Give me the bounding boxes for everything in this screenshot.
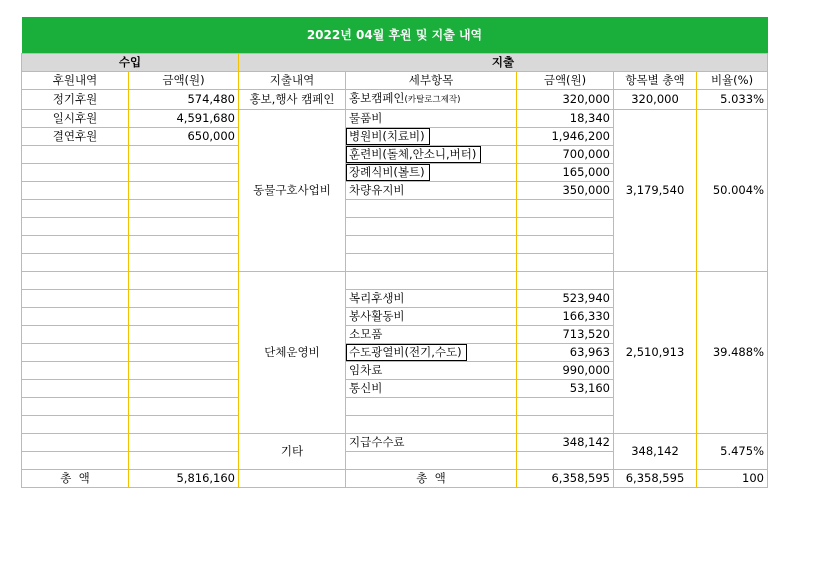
empty-cell[interactable] [239, 470, 346, 488]
empty-cell[interactable] [517, 236, 614, 254]
header-expense-type: 지출내역 [239, 72, 346, 90]
detail-amount-supplies[interactable]: 18,340 [517, 110, 614, 128]
detail-amount-telecom[interactable]: 53,160 [517, 380, 614, 398]
detail-label: 홍보캠페인 [349, 91, 405, 105]
empty-cell[interactable] [346, 452, 517, 470]
header-income-amount: 금액(원) [129, 72, 239, 90]
empty-cell[interactable] [22, 290, 129, 308]
empty-cell[interactable] [22, 326, 129, 344]
empty-cell[interactable] [129, 272, 239, 290]
empty-cell[interactable] [22, 200, 129, 218]
group-total-promo[interactable]: 320,000 [614, 90, 697, 110]
empty-cell[interactable] [517, 254, 614, 272]
detail-amount-utilities[interactable]: 63,963 [517, 344, 614, 362]
empty-cell[interactable] [129, 182, 239, 200]
header-item-total: 항목별 총액 [614, 72, 697, 90]
group-total-etc[interactable]: 348,142 [614, 434, 697, 470]
detail-label: 훈련비(돌체,안소니,버터) [346, 146, 481, 163]
group-label-animal[interactable]: 동물구호사업비 [239, 110, 346, 272]
empty-cell[interactable] [517, 218, 614, 236]
detail-label: 수도광열비(전기,수도) [346, 344, 467, 361]
empty-cell[interactable] [22, 272, 129, 290]
empty-cell[interactable] [22, 308, 129, 326]
detail-welfare[interactable]: 복리후생비 [346, 290, 517, 308]
detail-label: 장례식비(볼트) [346, 164, 430, 181]
income-total-label[interactable]: 총 액 [22, 470, 129, 488]
detail-volunteer[interactable]: 봉사활동비 [346, 308, 517, 326]
empty-cell[interactable] [22, 146, 129, 164]
empty-cell[interactable] [517, 398, 614, 416]
empty-cell[interactable] [22, 218, 129, 236]
income-amount-onetime[interactable]: 4,591,680 [129, 110, 239, 128]
detail-fees[interactable]: 지급수수료 [346, 434, 517, 452]
empty-cell[interactable] [22, 452, 129, 470]
income-label-regular[interactable]: 정기후원 [22, 90, 129, 110]
detail-rent[interactable]: 임차료 [346, 362, 517, 380]
empty-cell[interactable] [129, 434, 239, 452]
empty-cell[interactable] [22, 182, 129, 200]
empty-cell[interactable] [517, 272, 614, 290]
sheet-title: 2022년 04월 후원 및 지출 내역 [22, 17, 768, 54]
empty-cell[interactable] [22, 380, 129, 398]
header-detail-item: 세부항목 [346, 72, 517, 90]
income-amount-regular[interactable]: 574,480 [129, 90, 239, 110]
empty-cell[interactable] [346, 272, 517, 290]
empty-cell[interactable] [22, 164, 129, 182]
group-label-etc[interactable]: 기타 [239, 434, 346, 470]
ratio-total[interactable]: 100 [697, 470, 768, 488]
detail-amount-training[interactable]: 700,000 [517, 146, 614, 164]
group-ratio-etc[interactable]: 5.475% [697, 434, 768, 470]
empty-cell[interactable] [517, 452, 614, 470]
detail-amount-rent[interactable]: 990,000 [517, 362, 614, 380]
empty-cell[interactable] [129, 200, 239, 218]
income-amount-sponsorship[interactable]: 650,000 [129, 128, 239, 146]
detail-amount-welfare[interactable]: 523,940 [517, 290, 614, 308]
detail-amount-funeral[interactable]: 165,000 [517, 164, 614, 182]
detail-telecom[interactable]: 통신비 [346, 380, 517, 398]
income-section-header: 수입 [22, 54, 239, 72]
empty-cell[interactable] [346, 236, 517, 254]
empty-cell[interactable] [129, 290, 239, 308]
empty-cell[interactable] [129, 416, 239, 434]
detail-label: 병원비(치료비) [346, 128, 430, 145]
group-total-org[interactable]: 2,510,913 [614, 272, 697, 434]
detail-utilities[interactable] [346, 344, 517, 362]
detail-funeral[interactable] [346, 164, 517, 182]
empty-cell[interactable] [346, 218, 517, 236]
empty-cell[interactable] [22, 254, 129, 272]
donation-expense-table [21, 17, 768, 488]
detail-hospital[interactable] [346, 128, 517, 146]
expense-total-sum[interactable]: 6,358,595 [614, 470, 697, 488]
income-label-onetime[interactable]: 일시후원 [22, 110, 129, 128]
expense-total-label[interactable]: 총 액 [346, 470, 517, 488]
empty-cell[interactable] [346, 398, 517, 416]
group-ratio-org[interactable]: 39.488% [697, 272, 768, 434]
income-total-value[interactable]: 5,816,160 [129, 470, 239, 488]
empty-cell[interactable] [22, 344, 129, 362]
empty-cell[interactable] [129, 380, 239, 398]
empty-cell[interactable] [22, 416, 129, 434]
empty-cell[interactable] [129, 308, 239, 326]
empty-cell[interactable] [129, 218, 239, 236]
detail-supplies[interactable]: 물품비 [346, 110, 517, 128]
group-ratio-animal[interactable]: 50.004% [697, 110, 768, 272]
empty-cell[interactable] [346, 254, 517, 272]
income-label-sponsorship[interactable]: 결연후원 [22, 128, 129, 146]
detail-amount-vehicle[interactable]: 350,000 [517, 182, 614, 200]
empty-cell[interactable] [22, 398, 129, 416]
detail-training[interactable] [346, 146, 517, 164]
group-label-promo[interactable]: 홍보,행사 캠페인 [239, 90, 346, 110]
empty-cell[interactable] [346, 416, 517, 434]
empty-cell[interactable] [129, 254, 239, 272]
donation-spreadsheet [21, 17, 768, 488]
detail-amount-fees[interactable]: 348,142 [517, 434, 614, 452]
detail-note: (카탈로그제작) [404, 95, 461, 105]
header-ratio: 비율(%) [697, 72, 768, 90]
group-label-org[interactable]: 단체운영비 [239, 272, 346, 434]
group-ratio-promo[interactable]: 5.033% [697, 90, 768, 110]
header-donation-type: 후원내역 [22, 72, 129, 90]
empty-cell[interactable] [22, 236, 129, 254]
empty-cell[interactable] [129, 398, 239, 416]
group-total-animal[interactable]: 3,179,540 [614, 110, 697, 272]
header-expense-amount: 금액(원) [517, 72, 614, 90]
empty-cell[interactable] [129, 236, 239, 254]
empty-cell[interactable] [129, 146, 239, 164]
detail-amount-consumables[interactable]: 713,520 [517, 326, 614, 344]
detail-consumables[interactable]: 소모품 [346, 326, 517, 344]
empty-cell[interactable] [22, 362, 129, 380]
empty-cell[interactable] [517, 416, 614, 434]
expense-total-value[interactable]: 6,358,595 [517, 470, 614, 488]
empty-cell[interactable] [129, 452, 239, 470]
empty-cell[interactable] [129, 164, 239, 182]
empty-cell[interactable] [346, 200, 517, 218]
empty-cell[interactable] [129, 326, 239, 344]
empty-cell[interactable] [22, 434, 129, 452]
empty-cell[interactable] [517, 200, 614, 218]
detail-amount-promo-campaign[interactable]: 320,000 [517, 90, 614, 110]
detail-vehicle[interactable]: 차량유지비 [346, 182, 517, 200]
empty-cell[interactable] [129, 362, 239, 380]
detail-amount-volunteer[interactable]: 166,330 [517, 308, 614, 326]
empty-cell[interactable] [129, 344, 239, 362]
detail-promo-campaign[interactable] [346, 90, 517, 110]
detail-amount-hospital[interactable]: 1,946,200 [517, 128, 614, 146]
expense-section-header: 지출 [239, 54, 768, 72]
